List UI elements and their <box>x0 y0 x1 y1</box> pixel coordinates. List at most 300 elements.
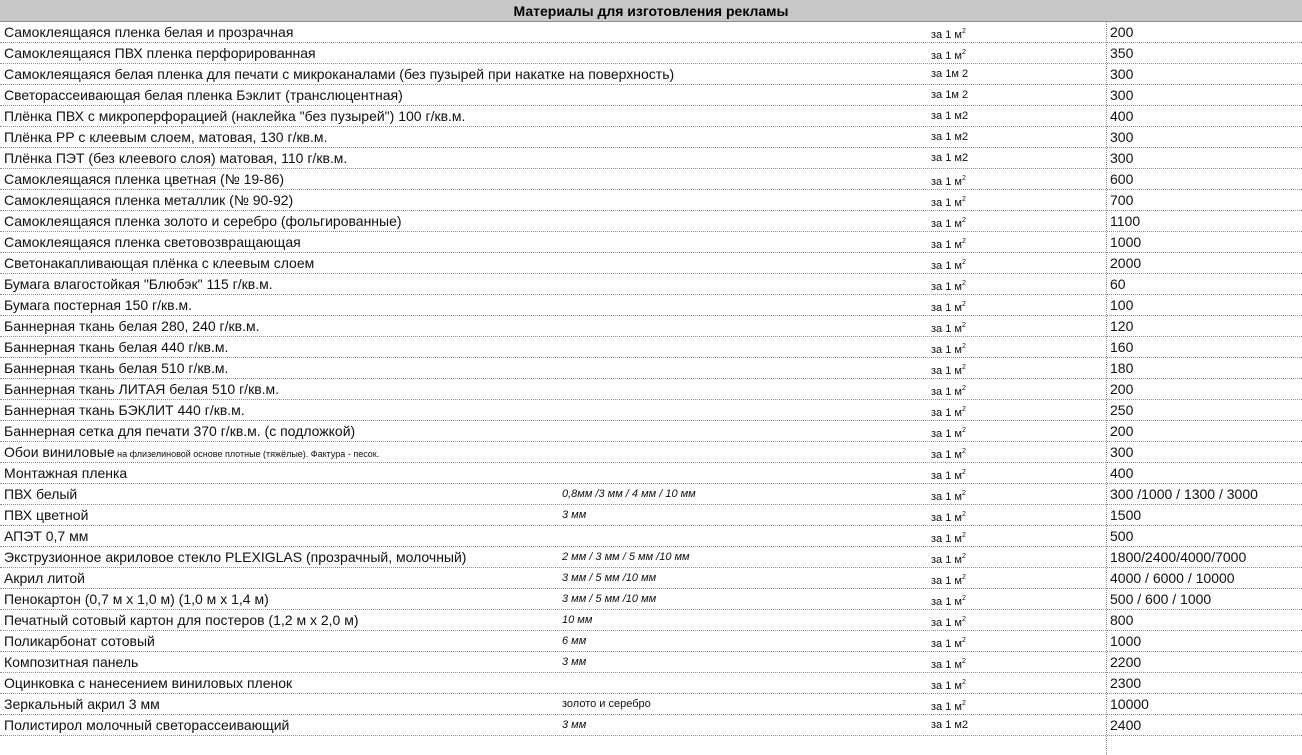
unit-superscript: 2 <box>961 448 966 455</box>
price-value: 250 <box>1110 402 1134 418</box>
price-cell[interactable] <box>1110 589 1300 609</box>
material-name-cell[interactable] <box>4 148 556 168</box>
thickness-cell[interactable] <box>562 337 922 357</box>
material-name: ПВХ цветной <box>4 507 89 523</box>
price-cell[interactable] <box>1110 568 1300 588</box>
table-row[interactable] <box>0 631 1302 652</box>
price-cell[interactable] <box>1110 211 1300 231</box>
material-name: Бумага влагостойкая "Блюбэк" 115 г/кв.м. <box>4 276 273 292</box>
price-cell[interactable] <box>1110 631 1300 651</box>
price-value: 600 <box>1110 171 1134 187</box>
thickness-cell[interactable] <box>562 589 922 609</box>
table-row[interactable] <box>0 22 1302 43</box>
thickness-cell[interactable] <box>562 253 922 273</box>
unit-superscript: 2 <box>961 343 966 350</box>
material-name: Монтажная пленка <box>4 465 128 481</box>
price-cell[interactable] <box>1110 22 1300 42</box>
material-name-cell[interactable] <box>4 358 556 378</box>
unit-superscript: 2 <box>961 175 966 182</box>
price-value: 10000 <box>1110 696 1149 712</box>
material-name: Печатный сотовый картон для постеров (1,2 м х 2,0 м) <box>4 612 359 628</box>
material-name: Светорассеивающая белая пленка Бэклит (транслюцентная) <box>4 87 403 103</box>
price-value: 100 <box>1110 297 1134 313</box>
material-name-cell[interactable] <box>4 505 556 525</box>
thickness-cell[interactable] <box>562 127 922 147</box>
unit-cell[interactable] <box>931 610 1101 630</box>
price-cell[interactable] <box>1110 106 1300 126</box>
unit-value: за 1 м <box>931 29 962 41</box>
price-cell[interactable] <box>1110 337 1300 357</box>
table-row[interactable] <box>0 547 1302 568</box>
unit-value: за 1 м <box>931 470 962 482</box>
thickness-cell[interactable] <box>562 22 922 42</box>
table-row[interactable] <box>0 232 1302 253</box>
price-cell[interactable] <box>1110 610 1300 630</box>
unit-cell[interactable] <box>931 568 1101 588</box>
thickness-cell[interactable] <box>562 442 922 462</box>
unit-cell[interactable] <box>931 463 1101 483</box>
unit-superscript: 2 <box>961 322 966 329</box>
price-cell[interactable] <box>1110 253 1300 273</box>
material-name-cell[interactable] <box>4 547 556 567</box>
price-cell[interactable] <box>1110 379 1300 399</box>
price-value: 180 <box>1110 360 1134 376</box>
unit-cell[interactable] <box>931 22 1101 42</box>
unit-value: за 1 м <box>931 533 962 545</box>
unit-cell[interactable] <box>931 547 1101 567</box>
unit-superscript: 2 <box>961 532 966 539</box>
unit-cell[interactable] <box>931 106 1101 126</box>
material-name-cell[interactable] <box>4 379 556 399</box>
material-name: Самоклеящаяся белая пленка для печати с микроканалами (без пузырей при накатке на поверхность) <box>4 66 675 82</box>
table-row[interactable] <box>0 568 1302 589</box>
thickness-value: 2 мм / 3 мм / 5 мм /10 мм <box>562 551 690 563</box>
unit-superscript: 2 <box>961 679 966 686</box>
price-cell[interactable] <box>1110 652 1300 672</box>
material-name: Обои виниловые <box>4 444 115 460</box>
table-title <box>0 0 1302 22</box>
material-name: Самоклеящаяся пленка металлик (№ 90-92) <box>4 192 294 208</box>
thickness-value: золото и серебро <box>562 698 651 710</box>
unit-cell[interactable] <box>931 148 1101 168</box>
price-value: 2200 <box>1110 654 1142 670</box>
unit-value: за 1 м <box>931 617 962 629</box>
thickness-cell[interactable] <box>562 316 922 336</box>
material-name: Композитная панель <box>4 654 139 670</box>
price-cell[interactable] <box>1110 358 1300 378</box>
unit-superscript: 2 <box>961 490 966 497</box>
material-name-cell[interactable] <box>4 568 556 588</box>
material-name-cell[interactable] <box>4 232 556 252</box>
price-value: 200 <box>1110 423 1134 439</box>
material-name-cell[interactable] <box>4 673 556 693</box>
thickness-cell[interactable] <box>562 400 922 420</box>
material-name-cell[interactable] <box>4 526 556 546</box>
material-name: Самоклеящаяся пленка цветная (№ 19-86) <box>4 171 285 187</box>
unit-value: за 1 м <box>931 449 962 461</box>
price-cell[interactable] <box>1110 43 1300 63</box>
price-cell[interactable] <box>1110 694 1300 714</box>
table-row[interactable] <box>0 694 1302 715</box>
table-row[interactable] <box>0 64 1302 85</box>
thickness-cell[interactable] <box>562 568 922 588</box>
unit-value: за 1 м <box>931 428 962 440</box>
table-row[interactable] <box>0 652 1302 673</box>
thickness-cell[interactable] <box>562 43 922 63</box>
table-row[interactable] <box>0 85 1302 106</box>
price-value: 400 <box>1110 465 1134 481</box>
price-value: 1000 <box>1110 234 1142 250</box>
unit-cell[interactable] <box>931 526 1101 546</box>
material-name-cell[interactable] <box>4 316 556 336</box>
unit-value: за 1 м <box>931 575 962 587</box>
price-cell[interactable] <box>1110 547 1300 567</box>
unit-value: за 1 м <box>931 659 962 671</box>
table-row[interactable] <box>0 526 1302 547</box>
material-name: Самоклеящаяся ПВХ пленка перфорированная <box>4 45 316 61</box>
table-row[interactable] <box>0 463 1302 484</box>
material-name-cell[interactable] <box>4 715 556 735</box>
material-name: Плёнка ПЭТ (без клеевого слоя) матовая, 110 г/кв.м. <box>4 150 348 166</box>
material-name-cell[interactable] <box>4 484 556 504</box>
material-name: Светонакапливающая плёнка с клеевым слоем <box>4 255 315 271</box>
thickness-cell[interactable] <box>562 526 922 546</box>
unit-superscript: 2 <box>961 616 966 623</box>
material-name: Баннерная ткань белая 510 г/кв.м. <box>4 360 229 376</box>
unit-superscript: 2 <box>961 259 966 266</box>
material-name: Самоклеящаяся пленка золото и серебро (фольгированные) <box>4 213 402 229</box>
material-name-cell[interactable] <box>4 337 556 357</box>
material-name: ПВХ белый <box>4 486 78 502</box>
thickness-cell[interactable] <box>562 505 922 525</box>
thickness-cell[interactable] <box>562 358 922 378</box>
price-value: 120 <box>1110 318 1134 334</box>
unit-value: за 1 м <box>931 218 962 230</box>
unit-value: за 1 м <box>931 554 962 566</box>
unit-value: за 1 м2 <box>931 152 969 164</box>
price-cell[interactable] <box>1110 673 1300 693</box>
price-cell[interactable] <box>1110 442 1300 462</box>
thickness-cell[interactable] <box>562 232 922 252</box>
material-name-cell[interactable] <box>4 85 556 105</box>
thickness-cell[interactable] <box>562 274 922 294</box>
price-value: 2300 <box>1110 675 1142 691</box>
price-value: 300 <box>1110 66 1134 82</box>
thickness-cell[interactable] <box>562 484 922 504</box>
table-row[interactable] <box>0 673 1302 694</box>
unit-cell[interactable] <box>931 673 1101 693</box>
unit-cell[interactable] <box>931 484 1101 504</box>
material-name-cell[interactable] <box>4 442 556 462</box>
unit-value: за 1 м <box>931 491 962 503</box>
unit-superscript: 2 <box>961 238 966 245</box>
table-row[interactable] <box>0 106 1302 127</box>
unit-superscript: 2 <box>961 385 966 392</box>
table-row[interactable] <box>0 43 1302 64</box>
thickness-cell[interactable] <box>562 715 922 735</box>
price-value: 800 <box>1110 612 1134 628</box>
material-name-cell[interactable] <box>4 22 556 42</box>
price-cell[interactable] <box>1110 421 1300 441</box>
material-name: Полистирол молочный светорассеивающий <box>4 717 290 733</box>
price-value: 700 <box>1110 192 1134 208</box>
price-cell[interactable] <box>1110 190 1300 210</box>
price-cell[interactable] <box>1110 526 1300 546</box>
thickness-cell[interactable] <box>562 379 922 399</box>
price-cell[interactable] <box>1110 85 1300 105</box>
unit-superscript: 2 <box>961 427 966 434</box>
price-cell[interactable] <box>1110 127 1300 147</box>
unit-value: за 1 м <box>931 176 962 188</box>
price-cell[interactable] <box>1110 463 1300 483</box>
price-value: 300 /1000 / 1300 / 3000 <box>1110 486 1258 502</box>
material-name: Баннерная ткань белая 280, 240 г/кв.м. <box>4 318 260 334</box>
unit-superscript: 2 <box>961 469 966 476</box>
price-value: 300 <box>1110 129 1134 145</box>
price-value: 500 / 600 / 1000 <box>1110 591 1212 607</box>
unit-value: за 1 м <box>931 302 962 314</box>
unit-superscript: 2 <box>961 301 966 308</box>
table-row[interactable] <box>0 190 1302 211</box>
table-row[interactable] <box>0 505 1302 526</box>
table-row[interactable] <box>0 442 1302 463</box>
table-row[interactable] <box>0 274 1302 295</box>
unit-value: за 1 м2 <box>931 110 969 122</box>
table-row[interactable] <box>0 358 1302 379</box>
material-name: Зеркальный акрил 3 мм <box>4 696 160 712</box>
table-row[interactable] <box>0 211 1302 232</box>
price-value: 400 <box>1110 108 1134 124</box>
price-value: 2400 <box>1110 717 1142 733</box>
unit-superscript: 2 <box>961 574 966 581</box>
unit-cell[interactable] <box>931 295 1101 315</box>
price-value: 160 <box>1110 339 1134 355</box>
thickness-cell[interactable] <box>562 673 922 693</box>
material-name-cell[interactable] <box>4 694 556 714</box>
price-value: 60 <box>1110 276 1126 292</box>
price-cell[interactable] <box>1110 232 1300 252</box>
thickness-cell[interactable] <box>562 295 922 315</box>
unit-superscript: 2 <box>961 511 966 518</box>
price-cell[interactable] <box>1110 316 1300 336</box>
material-name-cell[interactable] <box>4 463 556 483</box>
price-value: 2000 <box>1110 255 1142 271</box>
material-name-cell[interactable] <box>4 211 556 231</box>
unit-superscript: 2 <box>961 364 966 371</box>
unit-cell[interactable] <box>931 64 1101 84</box>
unit-value: за 1 м <box>931 50 962 62</box>
table-row[interactable] <box>0 379 1302 400</box>
table-row[interactable] <box>0 400 1302 421</box>
thickness-cell[interactable] <box>562 694 922 714</box>
thickness-value: 10 мм <box>562 614 593 626</box>
material-name-cell[interactable] <box>4 652 556 672</box>
material-name-cell[interactable] <box>4 43 556 63</box>
unit-cell[interactable] <box>931 316 1101 336</box>
material-name-cell[interactable] <box>4 274 556 294</box>
thickness-cell[interactable] <box>562 463 922 483</box>
unit-value: за 1 м <box>931 638 962 650</box>
material-name-cell[interactable] <box>4 169 556 189</box>
unit-cell[interactable] <box>931 253 1101 273</box>
unit-superscript: 2 <box>961 553 966 560</box>
price-cell[interactable] <box>1110 400 1300 420</box>
price-value: 300 <box>1110 444 1134 460</box>
unit-cell[interactable] <box>931 379 1101 399</box>
unit-cell[interactable] <box>931 694 1101 714</box>
thickness-cell[interactable] <box>562 106 922 126</box>
material-name-cell[interactable] <box>4 589 556 609</box>
unit-cell[interactable] <box>931 715 1101 735</box>
thickness-value: 3 мм / 5 мм /10 мм <box>562 593 657 605</box>
thickness-value: 3 мм <box>562 509 587 521</box>
price-value: 200 <box>1110 381 1134 397</box>
thickness-value: 6 мм <box>562 635 587 647</box>
price-cell[interactable] <box>1110 274 1300 294</box>
material-name-cell[interactable] <box>4 421 556 441</box>
thickness-cell[interactable] <box>562 211 922 231</box>
unit-value: за 1 м <box>931 260 962 272</box>
unit-superscript: 2 <box>961 406 966 413</box>
price-value: 4000 / 6000 / 10000 <box>1110 570 1235 586</box>
price-cell[interactable] <box>1110 484 1300 504</box>
price-cell[interactable] <box>1110 169 1300 189</box>
unit-superscript: 2 <box>961 49 966 56</box>
material-name: Плёнка РР с клеевым слоем, матовая, 130 г/кв.м. <box>4 129 328 145</box>
unit-superscript: 2 <box>961 700 966 707</box>
table-row[interactable] <box>0 316 1302 337</box>
unit-superscript: 2 <box>961 280 966 287</box>
table-row[interactable] <box>0 169 1302 190</box>
material-name: Поликарбонат сотовый <box>4 633 155 649</box>
material-name-cell[interactable] <box>4 631 556 651</box>
thickness-value: 3 мм / 5 мм /10 мм <box>562 572 657 584</box>
thickness-cell[interactable] <box>562 64 922 84</box>
unit-cell[interactable] <box>931 421 1101 441</box>
unit-value: за 1 м <box>931 386 962 398</box>
material-name-cell[interactable] <box>4 400 556 420</box>
thickness-cell[interactable] <box>562 631 922 651</box>
unit-value: за 1 м <box>931 323 962 335</box>
unit-cell[interactable] <box>931 169 1101 189</box>
material-name: Баннерная ткань белая 440 г/кв.м. <box>4 339 229 355</box>
material-name: Плёнка ПВХ с микроперфорацией (наклейка "без пузырей") 100 г/кв.м. <box>4 108 466 124</box>
price-value: 1500 <box>1110 507 1142 523</box>
thickness-value: 0,8мм /3 мм / 4 мм / 10 мм <box>562 488 696 500</box>
material-name: Баннерная ткань БЭКЛИТ 440 г/кв.м. <box>4 402 245 418</box>
table-row[interactable] <box>0 337 1302 358</box>
price-cell[interactable] <box>1110 715 1300 735</box>
material-name: Самоклеящаяся пленка световозвращающая <box>4 234 301 250</box>
unit-cell[interactable] <box>931 652 1101 672</box>
material-name-cell[interactable] <box>4 295 556 315</box>
unit-cell[interactable] <box>931 232 1101 252</box>
price-value: 1000 <box>1110 633 1142 649</box>
thickness-cell[interactable] <box>562 190 922 210</box>
material-name-cell[interactable] <box>4 253 556 273</box>
unit-cell[interactable] <box>931 337 1101 357</box>
material-name: Бумага постерная 150 г/кв.м. <box>4 297 193 313</box>
table-row[interactable] <box>0 127 1302 148</box>
thickness-value: 3 мм <box>562 719 587 731</box>
unit-value: за 1 м <box>931 701 962 713</box>
material-name-cell[interactable] <box>4 127 556 147</box>
material-name: Баннерная ткань ЛИТАЯ белая 510 г/кв.м. <box>4 381 280 397</box>
unit-value: за 1 м <box>931 281 962 293</box>
unit-cell[interactable] <box>931 631 1101 651</box>
unit-value: за 1м 2 <box>931 68 969 80</box>
price-cell[interactable] <box>1110 64 1300 84</box>
material-name: Пенокартон (0,7 м х 1,0 м) (1,0 м х 1,4 м) <box>4 591 269 607</box>
unit-value: за 1 м <box>931 596 962 608</box>
table-row[interactable] <box>0 295 1302 316</box>
thickness-cell[interactable] <box>562 610 922 630</box>
table-row[interactable] <box>0 484 1302 505</box>
thickness-cell[interactable] <box>562 652 922 672</box>
unit-cell[interactable] <box>931 589 1101 609</box>
price-value: 300 <box>1110 87 1134 103</box>
thickness-value: 3 мм <box>562 656 587 668</box>
price-value: 500 <box>1110 528 1134 544</box>
unit-value: за 1 м <box>931 365 962 377</box>
material-name: Баннерная сетка для печати 370 г/кв.м. (с подложкой) <box>4 423 356 439</box>
unit-superscript: 2 <box>961 637 966 644</box>
unit-superscript: 2 <box>961 658 966 665</box>
material-name: Экструзионное акриловое стекло PLEXIGLAS (прозрачный, молочный) <box>4 549 467 565</box>
material-name-cell[interactable] <box>4 610 556 630</box>
unit-value: за 1 м <box>931 239 962 251</box>
unit-cell[interactable] <box>931 505 1101 525</box>
unit-cell[interactable] <box>931 211 1101 231</box>
thickness-cell[interactable] <box>562 85 922 105</box>
material-name-cell[interactable] <box>4 106 556 126</box>
unit-cell[interactable] <box>931 400 1101 420</box>
unit-superscript: 2 <box>961 196 966 203</box>
price-value: 200 <box>1110 24 1134 40</box>
material-name: Акрил литой <box>4 570 85 586</box>
unit-superscript: 2 <box>961 217 966 224</box>
material-name: АПЭТ 0,7 мм <box>4 528 89 544</box>
unit-cell[interactable] <box>931 358 1101 378</box>
table-row[interactable] <box>0 589 1302 610</box>
unit-value: за 1 м <box>931 407 962 419</box>
unit-value: за 1 м <box>931 197 962 209</box>
price-cell[interactable] <box>1110 505 1300 525</box>
price-cell[interactable] <box>1110 148 1300 168</box>
table-row[interactable] <box>0 148 1302 169</box>
unit-cell[interactable] <box>931 127 1101 147</box>
unit-value: за 1 м <box>931 680 962 692</box>
unit-cell[interactable] <box>931 190 1101 210</box>
unit-value: за 1 м <box>931 344 962 356</box>
table-row[interactable] <box>0 715 1302 736</box>
thickness-cell[interactable] <box>562 421 922 441</box>
table-row[interactable] <box>0 253 1302 274</box>
table-row[interactable] <box>0 421 1302 442</box>
thickness-cell[interactable] <box>562 169 922 189</box>
unit-cell[interactable] <box>931 85 1101 105</box>
table-row[interactable] <box>0 610 1302 631</box>
thickness-cell[interactable] <box>562 547 922 567</box>
price-value: 1100 <box>1110 213 1141 229</box>
material-name-cell[interactable] <box>4 190 556 210</box>
unit-cell[interactable] <box>931 274 1101 294</box>
material-name-cell[interactable] <box>4 64 675 84</box>
unit-cell[interactable] <box>931 442 1101 462</box>
unit-cell[interactable] <box>931 43 1101 63</box>
price-cell[interactable] <box>1110 295 1300 315</box>
thickness-cell[interactable] <box>562 148 922 168</box>
